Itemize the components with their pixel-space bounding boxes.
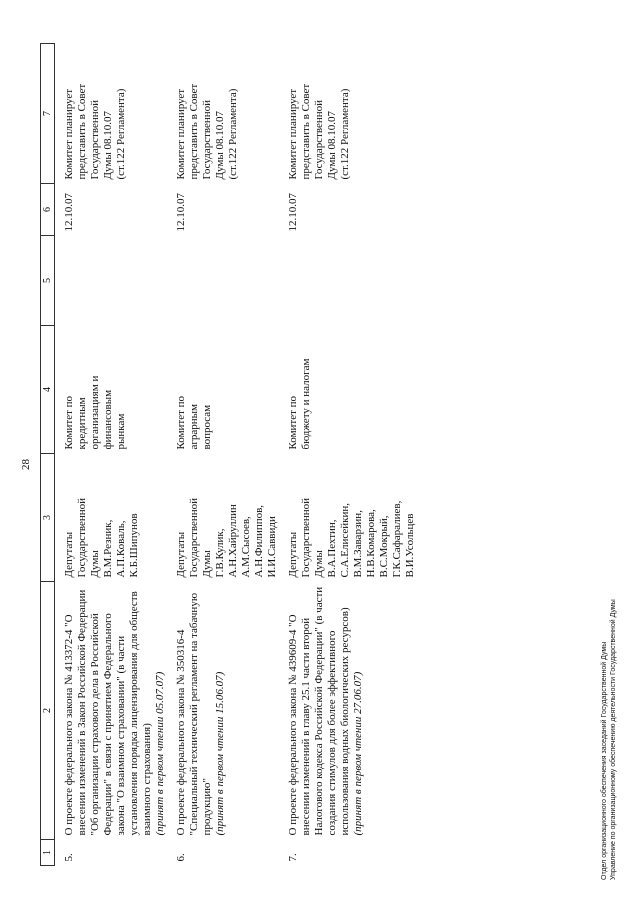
authors-cell: Депутаты Государственной Думы В.М.Резник, А.П.Коваль, К.Б.Шипунов (63, 497, 140, 578)
column-header: 4 (41, 326, 55, 454)
row-number: 6. (175, 853, 187, 862)
reading-status: (принят в первом чтении 15.06.07) (214, 671, 226, 836)
authors-cell: Депутаты Государственной Думы Г.В.Кулик, А.Н.Хайруллин А.М.Сысоев, А.Н.Филиппов, И.И.Саввиди (175, 497, 278, 578)
authors-cell: Депутаты Государственной Думы В.А.Пехтин, С.А.Елисейкин, В.М.Заварзин, Н.В.Комарова, В.С.Мокрый, Г.К.Сафаралиев, В.И.Усольцев (287, 497, 416, 578)
committee-cell: Комитет по кредитным организациям и финансовым рынкам (63, 375, 127, 450)
column-header: 6 (41, 184, 55, 236)
page-number: 28 (20, 459, 32, 470)
date-cell: 12.10.07 (63, 193, 75, 232)
column-5-cell (279, 236, 417, 326)
committee-cell: Комитет по аграрным вопросам (175, 395, 213, 450)
column-header: 5 (41, 236, 55, 326)
reading-status: (принят в первом чтении 27.06.07) (352, 671, 364, 836)
note-cell: Комитет планирует представить в Совет Государственной Думы 08.10.07 (ст.122 Регламента) (287, 83, 351, 180)
date-cell: 12.10.07 (175, 193, 187, 232)
bill-title: О проекте федерального закона № 439609-4 "О внесении изменений в главу 25.1 части второй Налогового кодекса Российской Федерации" (в части создания стимулов для более эффективного использования водных биологических ресурсов) (287, 586, 351, 836)
footer-line: Управление по организационному обеспечению деятельности Государственной Думы (610, 599, 617, 880)
row-number: 5. (63, 853, 75, 862)
bill-title-cell (167, 582, 279, 840)
table-row (55, 44, 168, 866)
footer (600, 599, 618, 880)
column-5-cell (167, 236, 279, 326)
column-header: 7 (41, 44, 55, 184)
row-number: 7. (287, 853, 299, 862)
bill-title-cell (279, 582, 417, 840)
column-header: 3 (41, 454, 55, 582)
reading-status: (принят в первом чтении 05.07.07) (154, 671, 166, 836)
column-header: 2 (41, 582, 55, 840)
table-header-row (41, 44, 55, 866)
date-cell: 12.10.07 (287, 193, 299, 232)
note-cell: Комитет планирует представить в Совет Государственной Думы 08.10.07 (ст.122 Регламента) (175, 83, 239, 180)
table-row (167, 44, 279, 866)
note-cell: Комитет планирует представить в Совет Государственной Думы 08.10.07 (ст.122 Регламента) (63, 83, 127, 180)
table-row (279, 44, 417, 866)
footer-line: Отдел организационного обеспечения заседаний Государственной Думы (601, 641, 608, 880)
agenda-table (40, 43, 417, 866)
bill-title-cell (55, 582, 168, 840)
bill-title: О проекте федерального закона № 350316-4 "Специальный технический регламент на табачную продукцию" (175, 592, 213, 836)
column-5-cell (55, 236, 168, 326)
committee-cell: Комитет по бюджету и налогам (287, 358, 312, 450)
column-header: 1 (41, 840, 55, 866)
bill-title: О проекте федерального закона № 413372-4 "О внесении изменений в Закон Российской Федерации "Об организации страхового дела в Российской Федерации" в связи с принятием Федерального закона "О взаимном страховании" (в части установления порядка лицензирования для обществ взаимного страхования) (63, 589, 153, 836)
